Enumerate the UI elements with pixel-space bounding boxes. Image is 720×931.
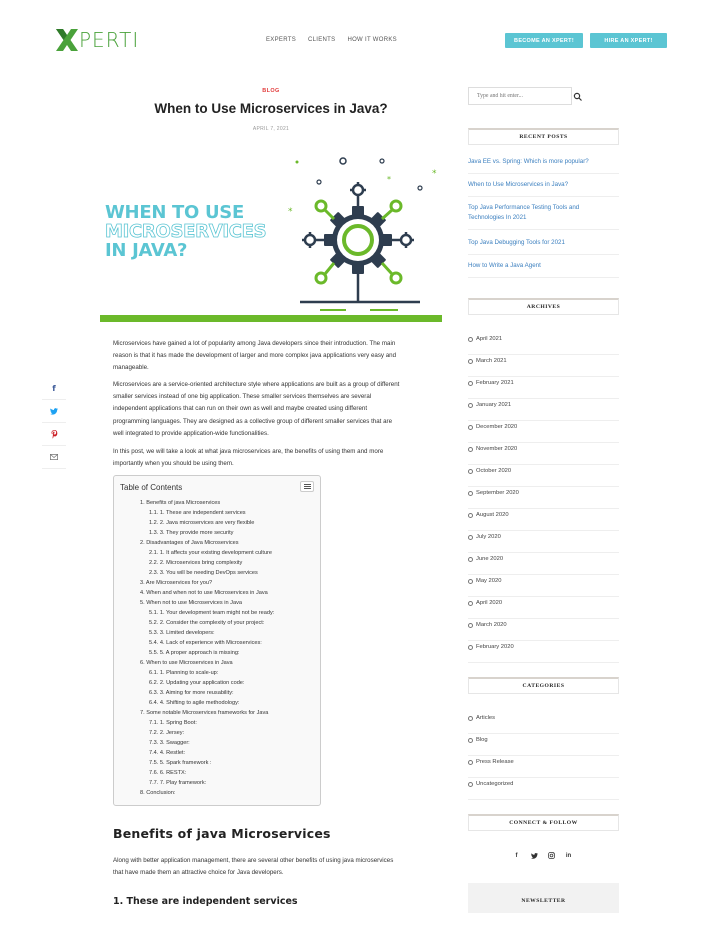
category-link[interactable]: Uncategorized bbox=[468, 778, 619, 800]
archive-link[interactable]: March 2021 bbox=[468, 355, 619, 377]
archive-link[interactable]: June 2020 bbox=[468, 553, 619, 575]
pinterest-icon[interactable] bbox=[42, 423, 66, 446]
toc-item[interactable]: 1. Benefits of java Microservices bbox=[140, 500, 221, 506]
svg-text:*: * bbox=[387, 175, 391, 184]
nav-how-it-works[interactable]: HOW IT WORKS bbox=[347, 37, 397, 43]
toc-item[interactable]: 5.5. 5. A proper approach is missing: bbox=[149, 650, 240, 656]
toc-item[interactable]: 7.2. 2. Jersey: bbox=[149, 730, 185, 736]
toc-item[interactable]: 1.3. 3. They provide more security bbox=[149, 530, 234, 536]
archive-link[interactable]: February 2020 bbox=[468, 641, 619, 663]
category-link[interactable]: Press Release bbox=[468, 756, 619, 778]
recent-post-link[interactable] bbox=[468, 238, 619, 248]
intro-paragraph-1 bbox=[113, 338, 433, 375]
hero-accent-bar bbox=[100, 315, 442, 322]
subheading: 1. These are independent services bbox=[113, 896, 298, 907]
share-bar bbox=[42, 377, 66, 469]
logo-text: PERTI bbox=[79, 28, 140, 52]
archive-link[interactable]: February 2021 bbox=[468, 377, 619, 399]
toc-list bbox=[114, 498, 320, 798]
recent-post-link[interactable] bbox=[468, 157, 619, 167]
archive-link[interactable]: April 2020 bbox=[468, 597, 619, 619]
search-icon[interactable] bbox=[573, 92, 583, 102]
newsletter-title: NEWSLETTER bbox=[468, 883, 619, 913]
post-date: APRIL 7, 2021 bbox=[252, 126, 290, 132]
toc-item[interactable]: 5.1. 1. Your development team might not be ready: bbox=[149, 610, 275, 616]
toc-item[interactable]: 6.4. 4. Shifting to agile methodology: bbox=[149, 700, 240, 706]
text-line: independent applications that can run on their own as well and maybe created using different bbox=[113, 405, 368, 413]
nav-clients[interactable]: CLIENTS bbox=[308, 37, 336, 43]
archive-link[interactable]: September 2020 bbox=[468, 487, 619, 509]
text-line: Along with better application management, there are several other benefits of using java microservices bbox=[113, 857, 394, 864]
hero-text bbox=[105, 203, 266, 260]
toc-item[interactable]: 2. Disadvantages of Java Microservices bbox=[140, 540, 239, 546]
intro-paragraph-2 bbox=[113, 379, 433, 440]
toc-item[interactable]: 5.2. 2. Consider the complexity of your project: bbox=[149, 620, 265, 626]
hire-xpert-button[interactable]: HIRE AN XPERT! bbox=[590, 33, 667, 48]
divider bbox=[468, 229, 619, 230]
text-line: manageable. bbox=[113, 364, 149, 372]
site-logo[interactable] bbox=[56, 29, 139, 51]
hero-image bbox=[100, 140, 442, 325]
toc-item[interactable]: 1.1. 1. These are independent services bbox=[149, 510, 246, 516]
recent-posts-title: RECENT POSTS bbox=[468, 128, 619, 145]
hero-line-1: WHEN TO USE bbox=[105, 202, 244, 223]
text-line: Microservices have gained a lot of popularity among Java developers since their introduction. The main bbox=[113, 340, 396, 347]
text-line: well integrated to provide application-wide functionalities. bbox=[113, 429, 269, 437]
toc-item[interactable]: 7.6. 6. RESTX: bbox=[149, 770, 187, 776]
twitter-follow-icon[interactable] bbox=[528, 849, 541, 862]
toc-item[interactable]: 7.7. 7. Play framework: bbox=[149, 780, 207, 786]
recent-post-link[interactable] bbox=[468, 261, 619, 271]
recent-post-line: Top Java Performance Testing Tools and bbox=[468, 204, 580, 211]
logo-x-icon bbox=[56, 29, 78, 51]
recent-post-line: Top Java Debugging Tools for 2021 bbox=[468, 239, 565, 246]
recent-post-line: How to Write a Java Agent bbox=[468, 262, 541, 269]
archive-link[interactable]: July 2020 bbox=[468, 531, 619, 553]
toc-item[interactable]: 5.4. 4. Lack of experience with Microservices: bbox=[149, 640, 262, 646]
facebook-follow-icon[interactable]: f bbox=[515, 852, 518, 859]
toc-item[interactable]: 6.2. 2. Updating your application code: bbox=[149, 680, 245, 686]
recent-post-line: Java EE vs. Spring: Which is more popular? bbox=[468, 158, 589, 165]
toc-item[interactable]: 1.2. 2. Java microservices are very flexible bbox=[149, 520, 255, 526]
divider bbox=[468, 277, 619, 278]
section-heading: Benefits of java Microservices bbox=[113, 826, 331, 841]
toc-item[interactable]: 7.3. 3. Swagger: bbox=[149, 740, 190, 746]
become-xpert-button[interactable]: BECOME AN XPERT! bbox=[505, 33, 583, 48]
linkedin-follow-icon[interactable]: in bbox=[565, 852, 572, 859]
toc-item[interactable]: 7. Some notable Microservices frameworks for Java bbox=[140, 710, 269, 716]
toc-item[interactable]: 6. When to use Microservices in Java bbox=[140, 660, 233, 666]
svg-text:*: * bbox=[432, 169, 437, 179]
toc-item[interactable]: 4. When and when not to use Microservices in Java bbox=[140, 590, 268, 596]
recent-post-link[interactable] bbox=[468, 203, 619, 223]
text-line: reason is that it has made the development of larger and more complex java applications very easy and bbox=[113, 352, 397, 360]
post-category[interactable]: BLOG bbox=[262, 88, 280, 94]
toc-item[interactable]: 6.3. 3. Aiming for more reusability: bbox=[149, 690, 234, 696]
text-line: Microservices are a service-oriented architecture style where applications are built as a group of different bbox=[113, 381, 400, 388]
toc-item[interactable]: 2.2. 2. Microservices bring complexity bbox=[149, 560, 243, 566]
archive-link[interactable]: August 2020 bbox=[468, 509, 619, 531]
toc-item[interactable]: 6.1. 1. Planning to scale-up: bbox=[149, 670, 219, 676]
post-title: When to Use Microservices in Java? bbox=[154, 101, 388, 116]
text-line: smaller services instead of one big application. These smaller services themselves are several bbox=[113, 393, 372, 401]
category-link[interactable]: Articles bbox=[468, 712, 619, 734]
twitter-icon[interactable] bbox=[42, 400, 66, 423]
toc-item[interactable]: 3. Are Microservices for you? bbox=[140, 580, 213, 586]
archive-link[interactable]: January 2021 bbox=[468, 399, 619, 421]
toc-item[interactable]: 5.3. 3. Limited developers: bbox=[149, 630, 215, 636]
list-icon bbox=[304, 484, 311, 489]
nav-experts[interactable]: EXPERTS bbox=[266, 37, 296, 43]
toc-item[interactable]: 2.3. 3. You will be needing DevOps services bbox=[149, 570, 258, 576]
category-link[interactable]: Blog bbox=[468, 734, 619, 756]
toc-item[interactable]: 7.5. 5. Spark framework : bbox=[149, 760, 212, 766]
text-line: programming languages. They are designed as a collective group of different smaller services that are bbox=[113, 417, 393, 425]
facebook-icon[interactable]: f bbox=[42, 377, 66, 400]
toc-item[interactable]: 2.1. 1. It affects your existing development culture bbox=[149, 550, 273, 556]
toc-item[interactable]: 8. Conclusion: bbox=[140, 790, 176, 796]
toc-toggle-button[interactable] bbox=[300, 481, 314, 492]
divider bbox=[468, 254, 619, 255]
email-icon[interactable] bbox=[42, 446, 66, 469]
site-header bbox=[0, 0, 720, 80]
hero-line-3: IN JAVA? bbox=[105, 240, 188, 261]
toc-item[interactable]: 5. When not to use Microservices in Java bbox=[140, 600, 242, 606]
divider bbox=[468, 196, 619, 197]
archive-link[interactable]: December 2020 bbox=[468, 421, 619, 443]
text-line: that have made them an attractive choice for Java developers. bbox=[113, 869, 284, 877]
recent-post-link[interactable] bbox=[468, 180, 619, 190]
archive-link[interactable]: May 2020 bbox=[468, 575, 619, 597]
main-nav bbox=[266, 37, 397, 43]
recent-post-line: When to Use Microservices in Java? bbox=[468, 181, 569, 188]
table-of-contents bbox=[113, 475, 321, 806]
search-input[interactable] bbox=[468, 87, 572, 105]
archive-link[interactable]: March 2020 bbox=[468, 619, 619, 641]
archive-link[interactable]: November 2020 bbox=[468, 443, 619, 465]
divider bbox=[468, 173, 619, 174]
text-line: In this post, we will take a look at what java microservices are, the benefits of using them and more bbox=[113, 448, 384, 455]
archive-link[interactable]: April 2021 bbox=[468, 333, 619, 355]
instagram-follow-icon[interactable] bbox=[545, 849, 558, 862]
archives-title: ARCHIVES bbox=[468, 298, 619, 315]
hero-line-2: MICROSERVICES bbox=[105, 221, 267, 242]
text-line: importantly when you should be using them. bbox=[113, 460, 234, 468]
categories-title: CATEGORIES bbox=[468, 677, 619, 694]
toc-item[interactable]: 7.4. 4. Restlet: bbox=[149, 750, 186, 756]
svg-text:*: * bbox=[288, 207, 293, 217]
archive-link[interactable]: October 2020 bbox=[468, 465, 619, 487]
toc-item[interactable]: 7.1. 1. Spring Boot: bbox=[149, 720, 197, 726]
toc-title: Table of Contents bbox=[120, 483, 183, 492]
section-paragraph bbox=[113, 855, 433, 879]
intro-paragraph-3 bbox=[113, 446, 433, 470]
gear-network-icon bbox=[290, 154, 440, 314]
recent-post-line: Technologies In 2021 bbox=[468, 214, 527, 221]
connect-follow-title: CONNECT & FOLLOW bbox=[468, 814, 619, 831]
